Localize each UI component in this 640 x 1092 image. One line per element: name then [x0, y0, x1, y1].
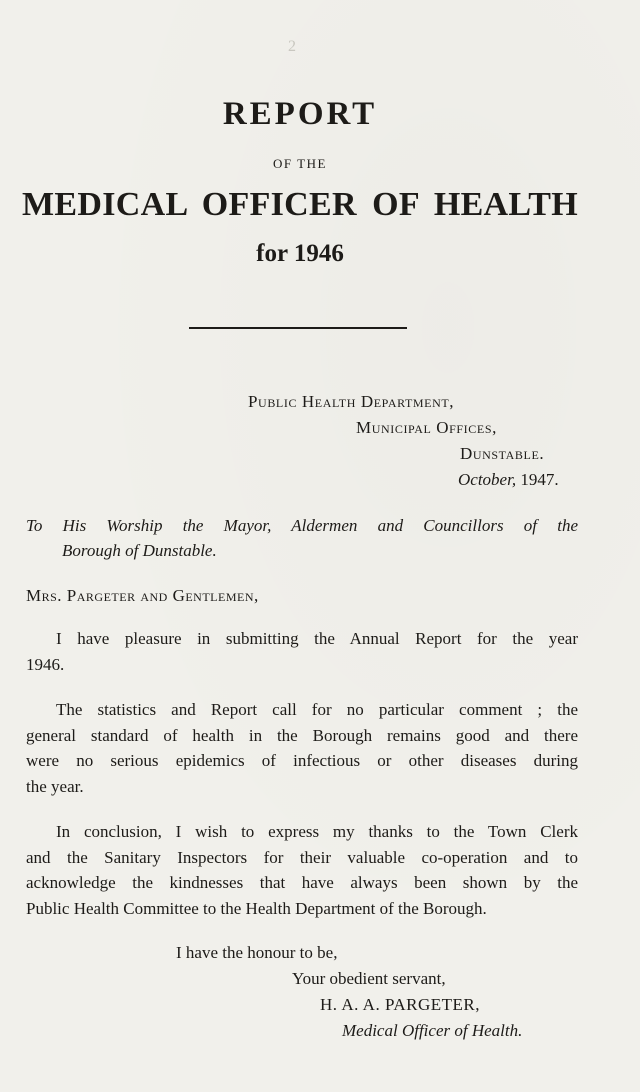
paragraph-line: acknowledge the kindnesses that have always been shown by the	[26, 873, 578, 892]
closing-honour: I have the honour to be,	[176, 943, 338, 962]
address-department: Public Health Department,	[248, 392, 455, 411]
letter-date	[458, 470, 559, 490]
paragraph-2	[26, 697, 578, 799]
letter-date-month: October,	[458, 470, 517, 489]
address-town: Dunstable.	[460, 444, 545, 463]
report-year: for 1946	[256, 240, 344, 267]
paragraph-line: were no serious epidemics of infectious or other diseases during	[26, 751, 578, 770]
paragraph-line: Public Health Committee to the Health Department of the Borough.	[26, 898, 487, 918]
addressee-line: Borough of Dunstable.	[62, 541, 217, 560]
addressee-block	[26, 513, 578, 563]
paragraph-line: and the Sanitary Inspectors for their valuable co-operation and to	[26, 847, 578, 867]
addressee-line: To His Worship the Mayor, Aldermen and Councillors of the	[26, 516, 578, 535]
greeting: Mrs. Pargeter and Gentlemen,	[26, 586, 259, 605]
paragraph-1	[26, 626, 578, 677]
closing-servant: Your obedient servant,	[292, 969, 446, 988]
report-heading: REPORT	[222, 96, 378, 132]
paragraph-3	[26, 819, 578, 921]
paragraph-line: general standard of health in the Borough remains good and there	[26, 725, 578, 745]
title-divider	[189, 327, 407, 329]
letter-date-year: 1947.	[520, 470, 559, 489]
page-number: 2	[288, 38, 296, 55]
signature-name: H. A. A. PARGETER,	[320, 995, 480, 1014]
paragraph-line: the year.	[26, 776, 84, 796]
signature-title: Medical Officer of Health.	[342, 1021, 523, 1040]
paragraph-line: I have pleasure in submitting the Annual Report for the year	[56, 629, 578, 648]
paragraph-line: 1946.	[26, 654, 65, 674]
report-heading-connector: OF THE	[273, 156, 327, 171]
address-offices: Municipal Offices,	[356, 418, 497, 437]
report-main-title: MEDICAL OFFICER OF HEALTH	[22, 186, 578, 223]
paragraph-line: In conclusion, I wish to express my thanks to the Town Clerk	[56, 822, 578, 841]
paragraph-line: The statistics and Report call for no particular comment ; the	[56, 700, 578, 719]
